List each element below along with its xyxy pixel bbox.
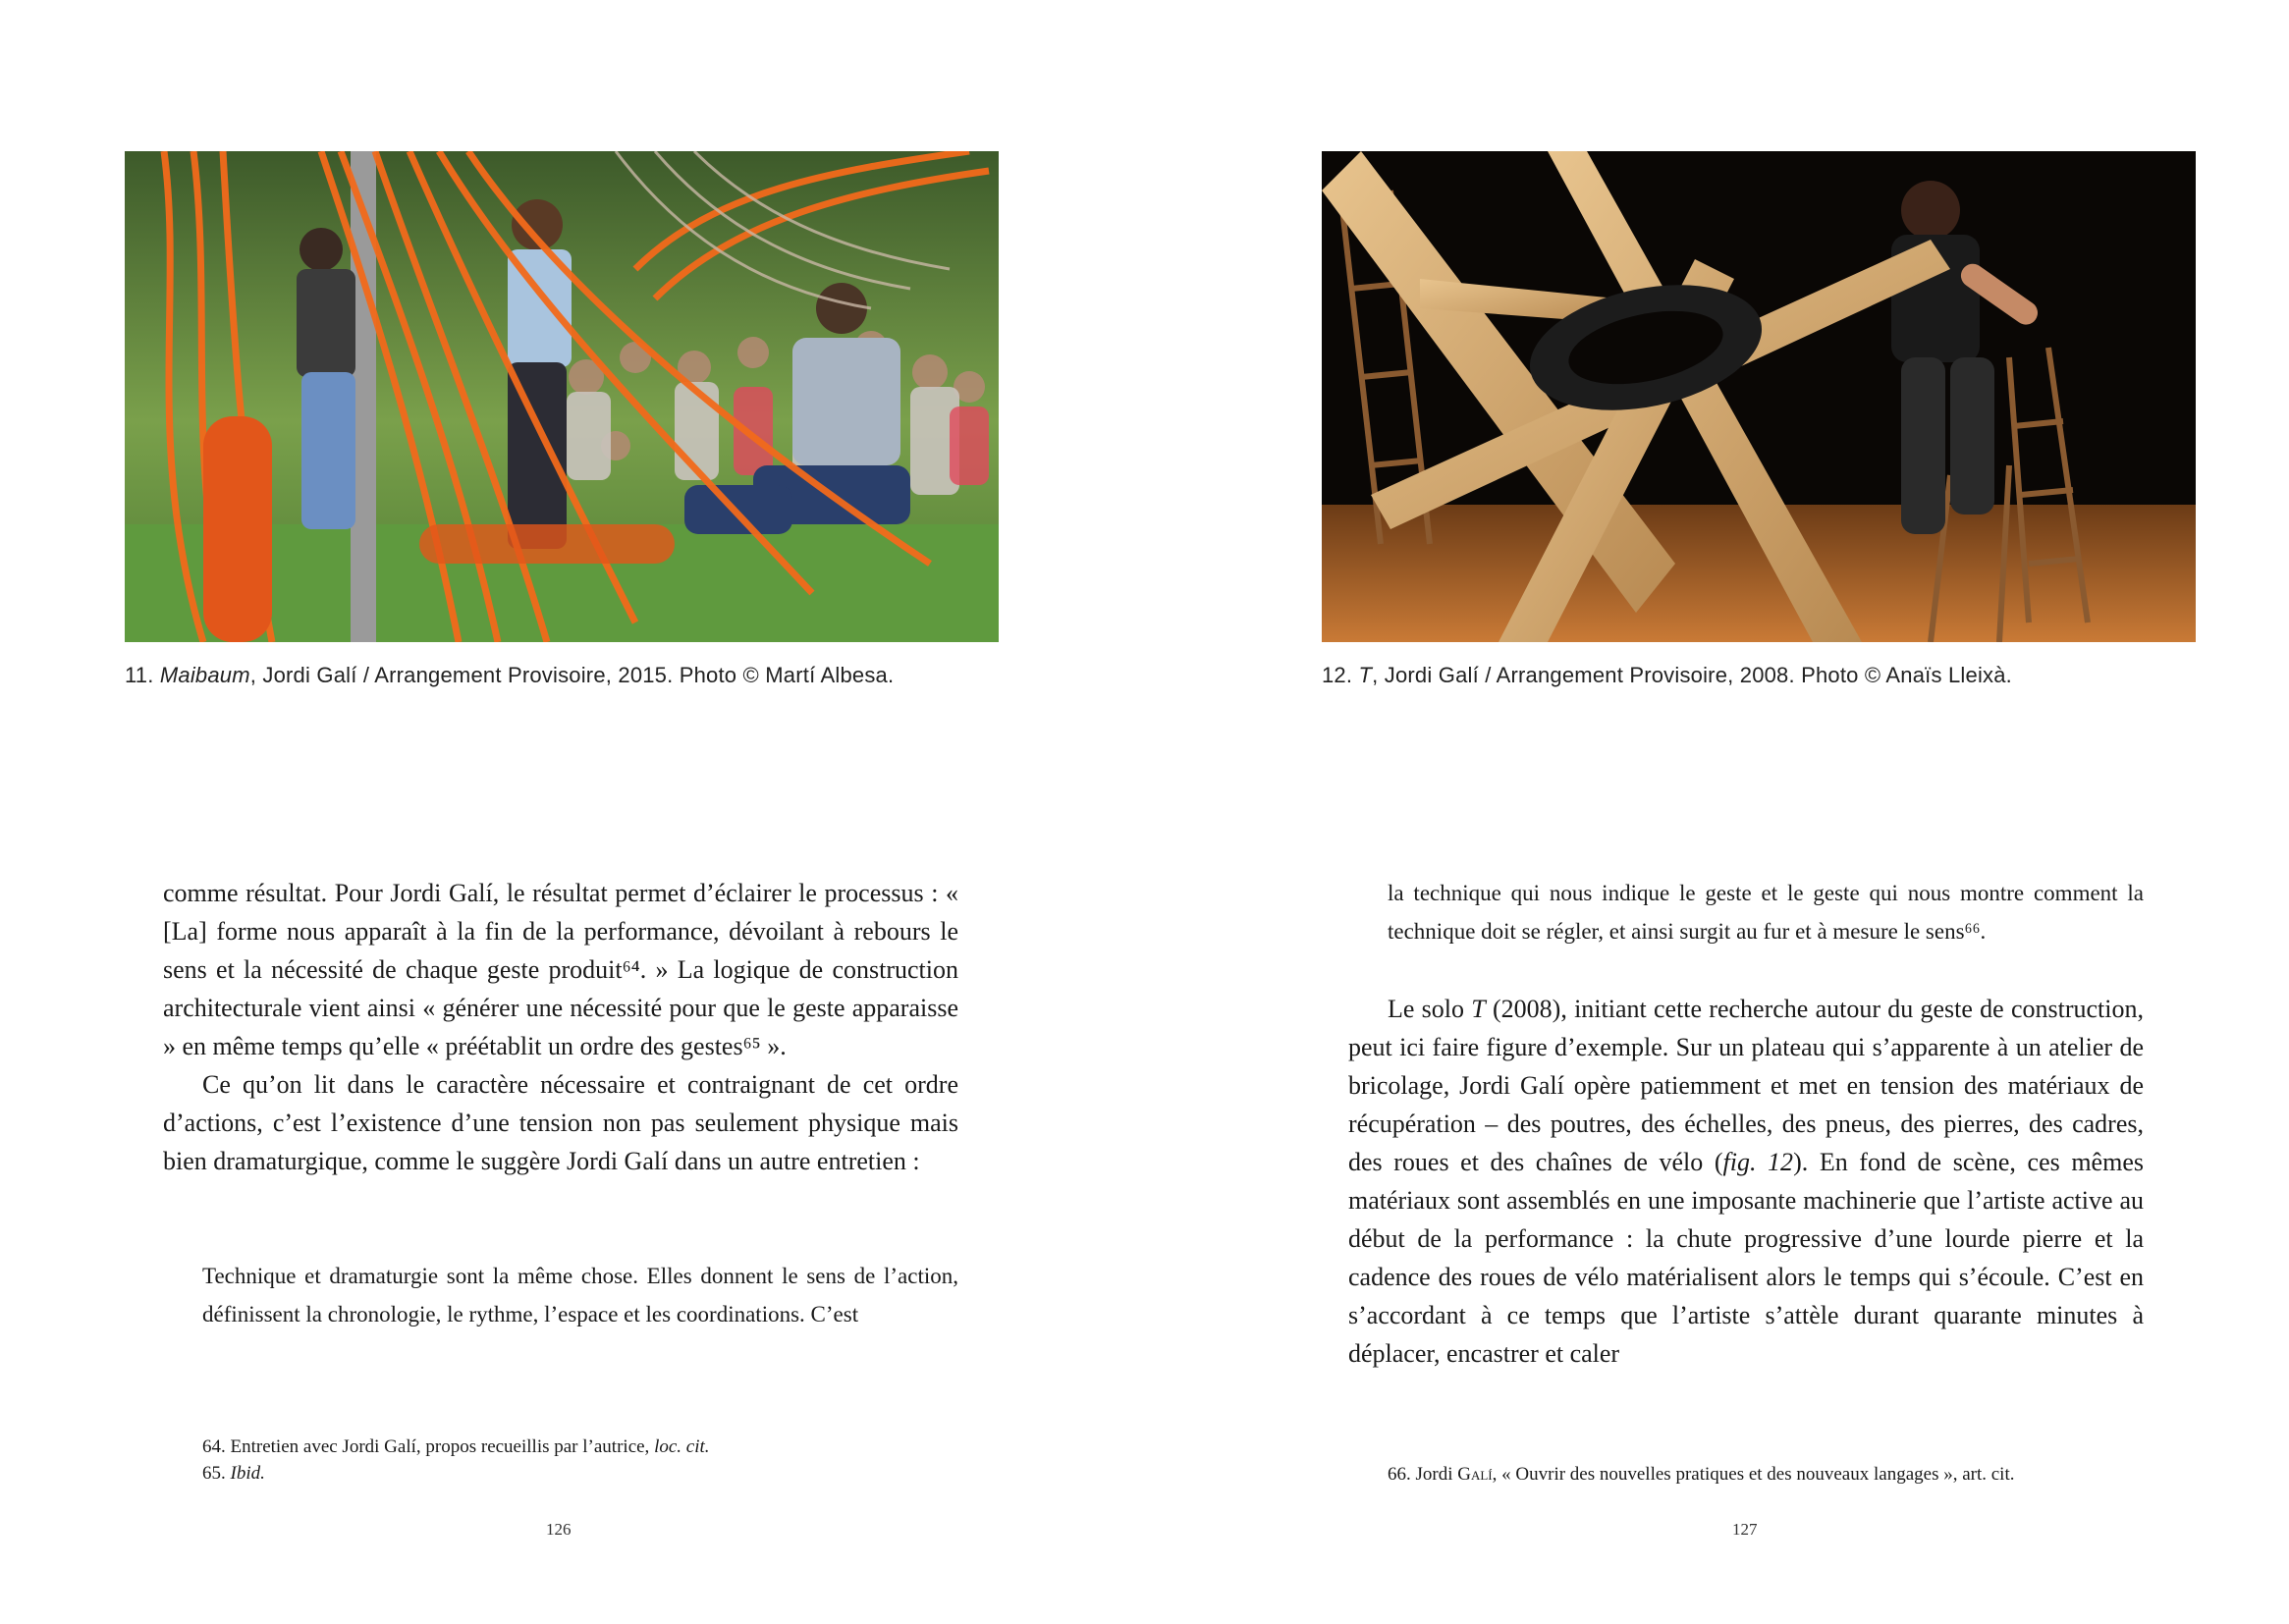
paragraph: Le solo T (2008), initiant cette recherche autour du geste de construction, peut ici faire figure d’exemple. Sur un plateau qui s’apparente à un atelier de bricolage, Jordi Galí opère patiemment et met en tension des matériaux de récupération – des poutres, des échelles, des pneus, des pierres, des cadres, des roues et des chaînes de vélo (fig. 12). En fond de scène, ces mêmes matériaux sont assemblés en une imposante machinerie que l’artiste active au début de la performance : la chute progressive d’une lourde pierre et la cadence des roues de vélo matérialisent alors le temps qui s’écoule. C’est en s’accordant à ce temps que l’artiste s’attèle durant quarante minutes à déplacer, encastrer et caler [1348,995,2144,1368]
photo-maibaum [125,151,999,642]
t-solo-photo-illustration [1322,151,2196,642]
left-body-text [163,874,958,1180]
maibaum-photo-illustration [125,151,999,642]
figure-title: T [1358,663,1373,687]
footnote-64: 64. Entretien avec Jordi Galí, propos recueillis par l’autrice, loc. cit. [202,1436,710,1457]
right-page [1145,0,2289,1624]
photo-t-solo [1322,151,2196,642]
left-footnotes [202,1434,710,1487]
right-footnotes [1388,1461,2015,1488]
right-body-text [1348,990,2144,1373]
figure-credit: , Jordi Galí / Arrangement Provisoire, 2008. Photo © Anaïs Lleixà. [1372,663,2012,687]
figure-credit: , Jordi Galí / Arrangement Provisoire, 2015. Photo © Martí Albesa. [249,663,895,687]
paragraph: Ce qu’on lit dans le caractère nécessaire et contraignant de cet ordre d’actions, c’est l’existence d’une tension non pas seulement physique mais bien dramaturgique, comme le suggère Jordi Galí dans un autre entretien : [163,1070,958,1175]
figure-title: Maibaum [159,663,250,687]
figure-11-caption [125,663,894,688]
figure-reference: fig. 12 [1722,1148,1794,1176]
page-number: 126 [546,1520,572,1539]
left-page [0,0,1144,1624]
paragraph: comme résultat. Pour Jordi Galí, le résultat permet d’éclairer le processus : « [La] forme nous apparaît à la fin de la performance, dévoilant à rebours le sens et la nécessité de chaque geste produit⁶⁴. » La logique de construction architecturale vient ainsi « générer une nécessité pour que le geste apparaisse » en même temps qu’elle « préétablit un ordre des gestes⁶⁵ ». [163,879,958,1060]
block-quote: Technique et dramaturgie sont la même chose. Elles donnent le sens de l’action, définissent la chronologie, le rythme, l’espace et les coordinations. C’est [202,1264,958,1326]
figure-12-caption [1322,663,2012,688]
footnote-66: 66. Jordi Galí, « Ouvrir des nouvelles pratiques et des nouveaux langages », art. cit. [1388,1464,2015,1485]
figure-number: 12. [1322,663,1353,687]
block-quote-continued: la technique qui nous indique le geste et le geste qui nous montre comment la technique doit se régler, et ainsi surgit au fur et à mesure le sens⁶⁶. [1388,881,2144,944]
figure-number: 11. [125,663,154,687]
footnote-65: 65. Ibid. [202,1463,265,1484]
page-number: 127 [1732,1520,1758,1539]
